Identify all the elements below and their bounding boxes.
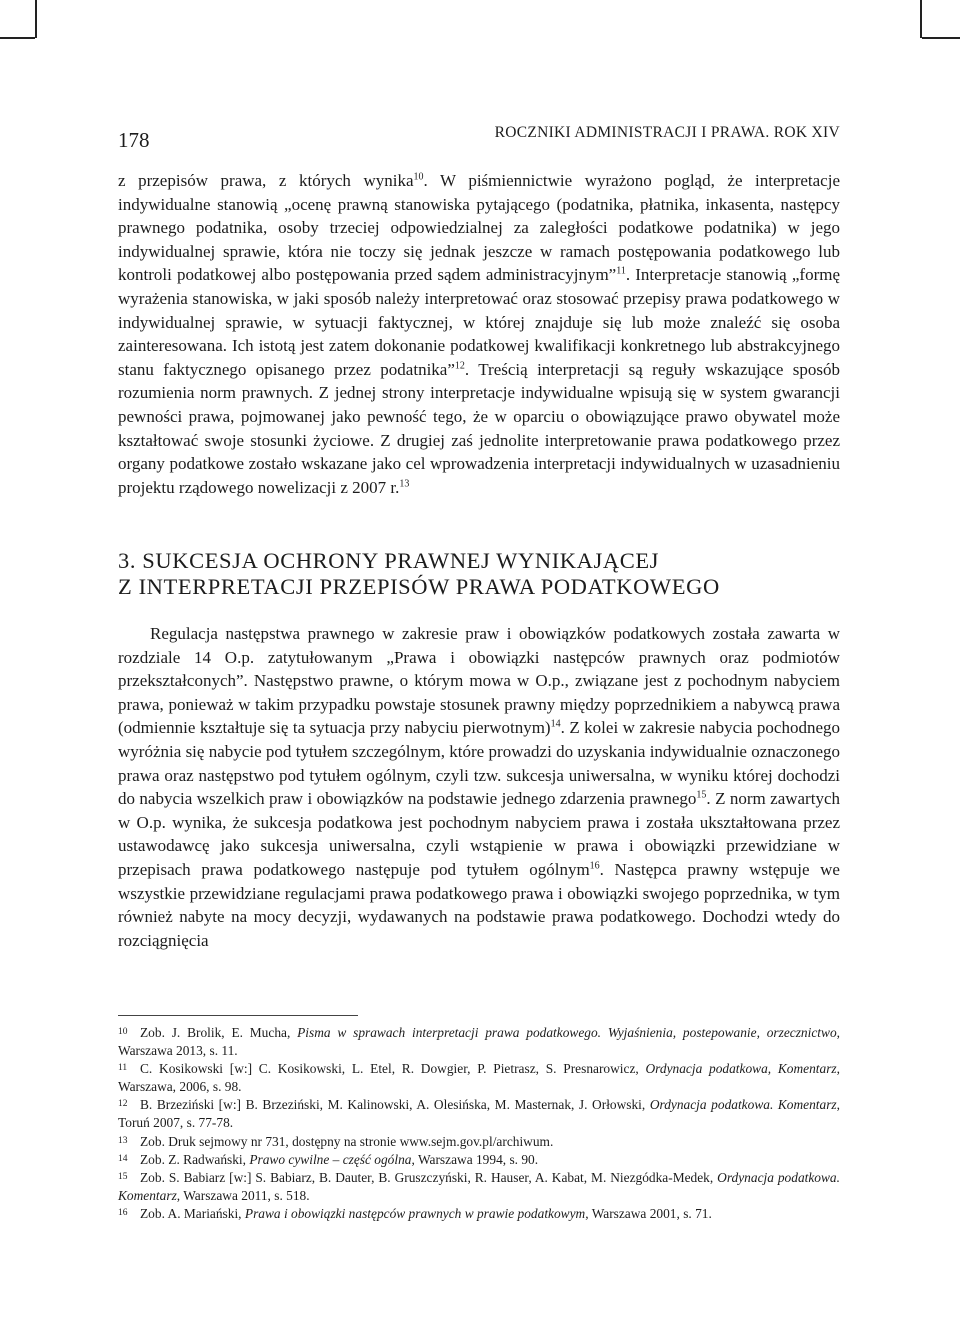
crop-mark-top-left-horizontal (0, 37, 35, 39)
paragraph-succession: Regulacja następstwa prawnego w zakresie praw i obowiązków podatkowych została zawarta w rozdziale 14 O.p. zatytułowanym „Prawa i obowiązki następców prawnych oraz podmiotów przekształconych”. Następstwo prawne, o którym mowa w O.p., związane jest z pochodnym nabyciem prawa, ponieważ w takim przypadku powstaje stosunek prawny między poprzednikiem a nabywcą prawa (odmiennie kształtuje się ta sytuacja przy nabyciu pierwotnym)$^{14}$. Z kolei w zakresie nabycia pochodnego wyróżnia się nabycie pod tytułem szczególnym, które prowadzi do uzyskania indywidualnie oznaczonego prawa oraz następstwo pod tytułem ogólnym, czyli tzw. sukcesja uniwersalna, w wyniku której dochodzi do nabycia wszelkich praw i obowiązków na podstawie jednego zdarzenia prawnego$^{15}$. Z norm zawartych w O.p. wynika, że sukcesja podatkowa jest pochodnym nabyciem prawa i została ukształtowana przez ustawodawcę jako sukcesja uniwersalna, czyli wstąpienie w prawa i obowiązki przewidziane w przepisach prawa podatkowego następuje pod tytułem ogólnym$^{16}$. Następca prawny wstępuje we wszystkie przewidziane regulacjami prawa podatkowego prawa i obowiązki swojego poprzednika, w tym również nabyte na mocy decyzji, wydawanych na podstawie prawa podatkowego. Dochodzi wtedy do rozciągnięcia (118, 624, 840, 950)
footnote-15: 15 Zob. S. Babiarz [w:] S. Babiarz, B. Dauter, B. Gruszczyński, R. Hauser, A. Kabat, M. Niezgódka-Medek, Ordynacja podatkowa. Komentarz, Warszawa 2011, s. 518. (118, 1169, 840, 1203)
footnote-ref-16[interactable]: 16 (589, 860, 600, 872)
footnote-10: 10 Zob. J. Brolik, E. Mucha, Pisma w sprawach interpretacji prawa podatkowego. Wyjaśnienia, postepowanie, orzecznictwo, Warszawa 2013, s. 11. (118, 1025, 841, 1059)
section-heading: 3. SUKCESJA OCHRONY PRAWNEJ WYNIKAJĄCEJ Z INTERPRETACJI PRZEPISÓW PRAWA PODATKOWEGO (118, 548, 720, 599)
crop-mark-top-left-vertical (35, 0, 37, 38)
running-head: ROCZNIKI ADMINISTRACJI I PRAWA. ROK XIV (494, 124, 840, 141)
paragraph-interpretations: z przepisów prawa, z których wynika$^{10}$. W piśmiennictwie wyrażono pogląd, że interpretacje indywidualne stanowią „ocenę prawną stanowiska pytającego (podatnika, płatnika, inkasenta, następcy prawnego podatnika, osoby trzeciej odpowiedzialnej za zaległości podatkowe podatnika) w jego indywidualnej sprawie, która nie toczy się jednak jeszcze w ramach postępowania podatkowego lub kontroli podatkowej albo postępowania przed sądem administracyjnym”$^{11}$. Interpretacje stanowią „formę wyrażenia stanowiska, w jaki sposób należy interpretować oraz stosować przepisy prawa podatkowego w indywidualnej sprawie, w sytuacji faktycznej, w której znajduje się lub może znaleźć się osoba zainteresowana. Ich istotą jest zatem dokonanie podatkowej kwalifikacji konkretnego lub abstrakcyjnego stanu faktycznego opisanego przez podatnika”$^{12}$. Treścią interpretacji są reguły wskazujące sposób rozumienia norm prawnych. Z jednej strony interpretacje indywidualne wpisują się w system gwarancji pewności prawa, pojmowanej jako pewność tego, że w oparciu o obowiązujące prawo obywatel może kształtować swoje stosunki życiowe. Z drugiej zaś jednolite interpretowanie prawa podatkowego przez organy podatkowe zostało wskazane jako cel wprowadzenia interpretacji indywidualnych w uzasadnieniu projektu rządowego nowelizacji z 2007 r.$^{13}$ (118, 171, 841, 497)
footnote-ref-12[interactable]: 12 (454, 360, 465, 372)
crop-mark-top-right-horizontal (922, 37, 960, 39)
footnote-ref-11[interactable]: 11 (616, 265, 626, 277)
footnote-ref-13[interactable]: 13 (399, 478, 410, 490)
footnote-ref-15[interactable]: 15 (696, 789, 707, 801)
footnote-divider (118, 1015, 358, 1016)
footnote-14: 14 Zob. Z. Radwański, Prawo cywilne – część ogólna, Warszawa 1994, s. 90. (118, 1151, 539, 1167)
footnote-12: 12 B. Brzeziński [w:] B. Brzeziński, M. Kalinowski, A. Olesińska, M. Masternak, J. Orłowski, Ordynacja podatkowa. Komentarz, Toruń 2007, s. 77-78. (118, 1097, 840, 1131)
page-number: 178 (118, 128, 150, 152)
crop-mark-top-right-vertical (920, 0, 922, 38)
footnote-ref-10[interactable]: 10 (413, 171, 424, 183)
footnote-13: 13 Zob. Druk sejmowy nr 731, dostępny na stronie www.sejm.gov.pl/archiwum. (118, 1133, 554, 1149)
footnote-11: 11 C. Kosikowski [w:] C. Kosikowski, L. Etel, R. Dowgier, P. Pietrasz, S. Presnarowicz, Ordynacja podatkowa, Komentarz, Warszawa, 2006, s. 98. (118, 1061, 840, 1095)
footnotes (118, 1024, 840, 1223)
footnote-ref-14[interactable]: 14 (550, 718, 561, 730)
footnote-16: 16 Zob. A. Mariański, Prawa i obowiązki następców prawnych w prawie podatkowym, Warszawa 2001, s. 71. (118, 1205, 712, 1221)
